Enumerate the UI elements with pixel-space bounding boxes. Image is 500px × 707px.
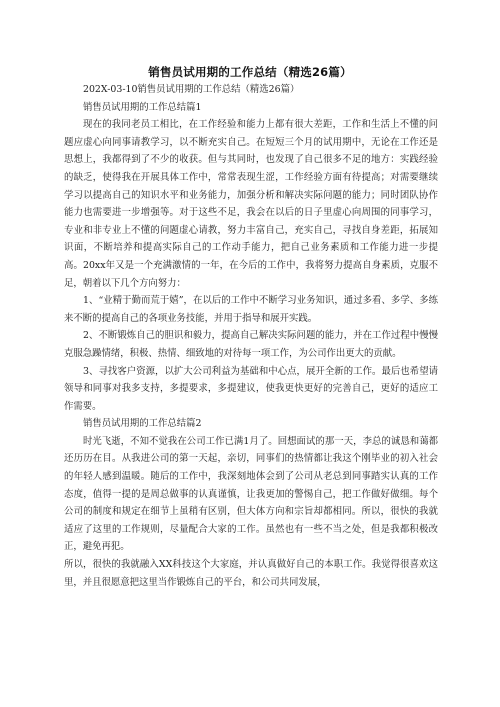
document-title: 销售员试用期的工作总结（精选26篇） xyxy=(148,65,352,79)
paragraph: 1、“业精于勤而荒于嬉”，在以后的工作中不断学习业务知识，通过多看、多学、多练来不断的提高自己的各项业务技能，并用于指导和展开实践。 xyxy=(64,295,438,324)
paragraph: 时光飞逝，不知不觉我在公司工作已满1月了。回想面试的那一天，李总的诚恳和蔼都还历历在目。从我进公司的第一天起，亲切，同事们的热情都让我这个刚毕业的初入社会的年轻人感到温暖。随后的工作中，我深刻地体会到了公司从老总到同事踏实认真的工作态度，值得一提的是周总做事的认真谨慎，让我更加的警惕自己，把工作做好做细。每个公司的制度和规定在细节上虽稍有区别，但大体方向和宗旨却都相同。所以，很快的我就适应了这里的工作规则，尽量配合大家的工作。虽然也有一些不当之处，但是我都积极改正，避免再犯。 xyxy=(64,435,438,553)
section-heading-2: 销售员试用期的工作总结篇2 xyxy=(83,418,202,430)
document-meta: 202X-03-10销售员试用期的工作总结（精选26篇） xyxy=(83,84,300,95)
section-heading-1: 销售员试用期的工作总结篇1 xyxy=(83,101,202,113)
paragraph: 所以，很快的我就融入XX科技这个大家庭，并认真做好自己的本职工作。我觉得很喜欢这里，并且很愿意把这里当作锻炼自己的平台，和公司共同发展， xyxy=(64,559,438,588)
paragraph: 现在的我同老员工相比，在工作经验和能力上都有很大差距，工作和生活上不懂的问题应虚心向同事请教学习，以不断充实自己。在短短三个月的试用期中，无论在工作还是思想上，我都得到了不少的收获。但与其同时，也发现了自己很多不足的地方：实践经验的缺乏，使得我在开展具体工作中，常常表现生涩，工作经验方面有待提高；对需要继续学习以提高自己的知识水平和业务能力，加强分析和解决实际问题的能力；同时团队协作能力也需要进一步增强等。对于这些不足，我会在以后的日子里虚心向周围的同事学习，专业和非专业上不懂的问题虚心请教，努力丰富自己，充实自己，寻找自身差距，拓展知识面，不断培养和提高实际自己的工作动手能力，把自己业务素质和工作能力进一步提高。20xx年又是一个充满激情的一年，在今后的工作中，我将努力提高自身素质，克服不足，朝着以下几个方向努力： xyxy=(64,119,438,289)
paragraph: 3、寻找客户资源，以扩大公司利益为基础和中心点，展开全新的工作。最后也希望请领导和同事对我多支持，多提要求，多提建议，使我更快更好的完善自己，更好的适应工作需要。 xyxy=(64,365,438,412)
document-body xyxy=(64,81,438,591)
paragraph: 2、不断锻炼自己的胆识和毅力，提高自己解决实际问题的能力，并在工作过程中慢慢克服急躁情绪，积极、热情、细致地的对待每一项工作，为公司作出更大的贡献。 xyxy=(64,330,438,359)
